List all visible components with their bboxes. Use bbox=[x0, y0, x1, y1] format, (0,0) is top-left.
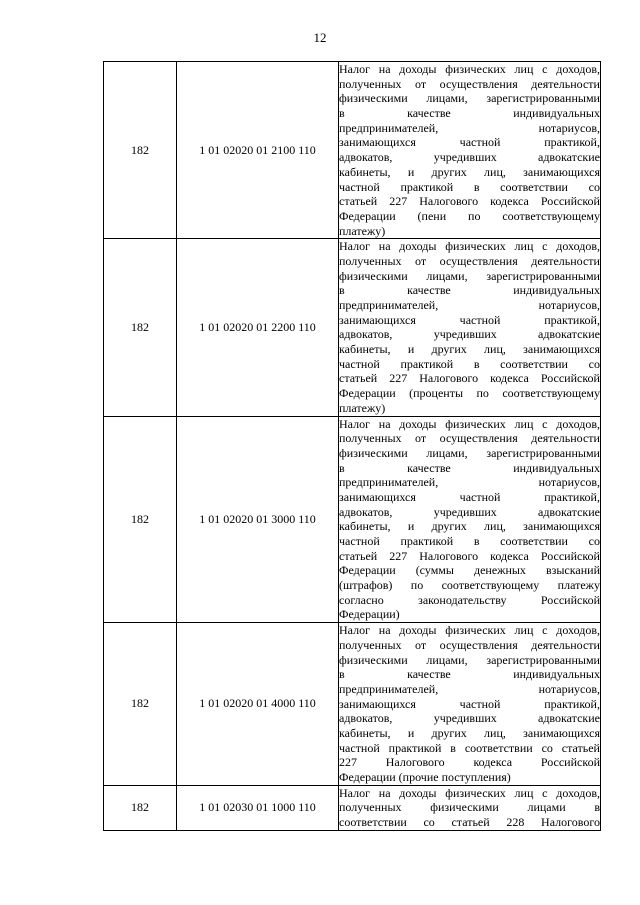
description-line: Федерации (проценты по соответствующему bbox=[339, 386, 600, 401]
description-line: адвокатов, учредивших адвокатские bbox=[339, 711, 600, 726]
admin-code-cell: 182 bbox=[104, 416, 177, 623]
description-text-block bbox=[339, 623, 600, 785]
kbk-code-cell: 1 01 02020 01 2100 110 bbox=[177, 62, 339, 239]
description-line: полученных от осуществления деятельности bbox=[339, 76, 600, 91]
description-line: Федерации (прочие поступления) bbox=[339, 770, 511, 784]
table-row bbox=[104, 239, 601, 416]
page-number: 12 bbox=[313, 30, 327, 45]
description-line: в качестве индивидуальных bbox=[339, 106, 600, 121]
description-line: платежу) bbox=[339, 400, 386, 415]
description-line: физическими лицами, зарегистрированными bbox=[339, 445, 600, 460]
table-body bbox=[104, 62, 601, 831]
description-line: частной практикой в соответствии со bbox=[339, 534, 600, 548]
description-line: 227 Налогового кодекса Российской bbox=[339, 755, 600, 770]
description-line: частной практикой в соответствии со bbox=[339, 356, 600, 371]
description-line: платежу) bbox=[339, 223, 386, 238]
description-line: кабинеты, и других лиц, занимающихся bbox=[339, 164, 600, 179]
kbk-code-cell: 1 01 02020 01 2200 110 bbox=[177, 239, 339, 416]
description-line: полученных физическими лицами в bbox=[339, 800, 600, 815]
description-line: в качестве индивидуальных bbox=[339, 283, 600, 298]
description-text-block bbox=[339, 239, 600, 415]
description-line: адвокатов, учредивших адвокатские bbox=[339, 150, 600, 165]
description-line: Федерации (пени по соответствующему bbox=[339, 208, 600, 223]
table-row bbox=[104, 416, 601, 623]
description-line: Налог на доходы физических лиц с доходов, bbox=[339, 785, 600, 800]
description-line: адвокатов, учредивших адвокатские bbox=[339, 504, 600, 519]
description-line: занимающихся частной практикой, bbox=[339, 489, 600, 504]
description-line: кабинеты, и других лиц, занимающихся bbox=[339, 519, 600, 534]
admin-code-cell: 182 bbox=[104, 62, 177, 239]
description-line: Налог на доходы физических лиц с доходов, bbox=[339, 239, 600, 254]
income-description-cell bbox=[339, 62, 601, 239]
description-line: предпринимателей, нотариусов, bbox=[339, 681, 600, 696]
description-line: в качестве индивидуальных bbox=[339, 667, 600, 682]
kbk-code-cell: 1 01 02020 01 4000 110 bbox=[177, 623, 339, 786]
description-line: физическими лицами, зарегистрированными bbox=[339, 652, 600, 667]
description-line: физическими лицами, зарегистрированными bbox=[339, 268, 600, 283]
description-line: занимающихся частной практикой, bbox=[339, 135, 600, 150]
description-line: предпринимателей, нотариусов, bbox=[339, 475, 600, 490]
description-line: физическими лицами, зарегистрированными bbox=[339, 91, 600, 106]
table-row bbox=[104, 785, 601, 830]
description-line: Налог на доходы физических лиц с доходов, bbox=[339, 416, 600, 431]
description-line: предпринимателей, нотариусов, bbox=[339, 298, 600, 312]
income-description-cell bbox=[339, 239, 601, 416]
description-text-block bbox=[339, 786, 600, 830]
description-line: статьей 227 Налогового кодекса Российской bbox=[339, 194, 600, 209]
description-line: частной практикой в соответствии со статьей bbox=[339, 740, 600, 755]
description-line: адвокатов, учредивших адвокатские bbox=[339, 327, 600, 342]
description-line: кабинеты, и других лиц, занимающихся bbox=[339, 342, 600, 357]
description-line: согласно законодательству Российской bbox=[339, 592, 600, 607]
description-line: частной практикой в соответствии со bbox=[339, 179, 600, 194]
description-line: Налог на доходы физических лиц с доходов, bbox=[339, 62, 600, 76]
description-line: кабинеты, и других лиц, занимающихся bbox=[339, 725, 600, 740]
income-description-cell bbox=[339, 785, 601, 830]
description-line: полученных от осуществления деятельности bbox=[339, 637, 600, 652]
income-description-cell bbox=[339, 623, 601, 786]
admin-code-cell: 182 bbox=[104, 623, 177, 786]
budget-classification-table bbox=[103, 61, 601, 831]
description-line: предпринимателей, нотариусов, bbox=[339, 120, 600, 135]
description-line: Налог на доходы физических лиц с доходов, bbox=[339, 623, 600, 638]
description-line: полученных от осуществления деятельности bbox=[339, 253, 600, 268]
description-line: соответствии со статьей 228 Налогового bbox=[339, 815, 600, 830]
description-text-block bbox=[339, 62, 600, 238]
income-description-cell bbox=[339, 416, 601, 623]
description-line: занимающихся частной практикой, bbox=[339, 696, 600, 711]
description-line: в качестве индивидуальных bbox=[339, 460, 600, 475]
description-line: Федерации) bbox=[339, 607, 400, 622]
description-line: Федерации (суммы денежных взысканий bbox=[339, 563, 600, 578]
table-row bbox=[104, 623, 601, 786]
kbk-code-cell: 1 01 02020 01 3000 110 bbox=[177, 416, 339, 623]
admin-code-cell: 182 bbox=[104, 239, 177, 416]
description-line: статьей 227 Налогового кодекса Российской bbox=[339, 548, 600, 563]
description-line: занимающихся частной практикой, bbox=[339, 312, 600, 327]
description-line: полученных от осуществления деятельности bbox=[339, 431, 600, 446]
kbk-code-cell: 1 01 02030 01 1000 110 bbox=[177, 785, 339, 830]
admin-code-cell: 182 bbox=[104, 785, 177, 830]
table-row bbox=[104, 62, 601, 239]
description-line: статьей 227 Налогового кодекса Российской bbox=[339, 371, 600, 386]
description-text-block bbox=[339, 417, 600, 623]
description-line: (штрафов) по соответствующему платежу bbox=[339, 578, 600, 593]
